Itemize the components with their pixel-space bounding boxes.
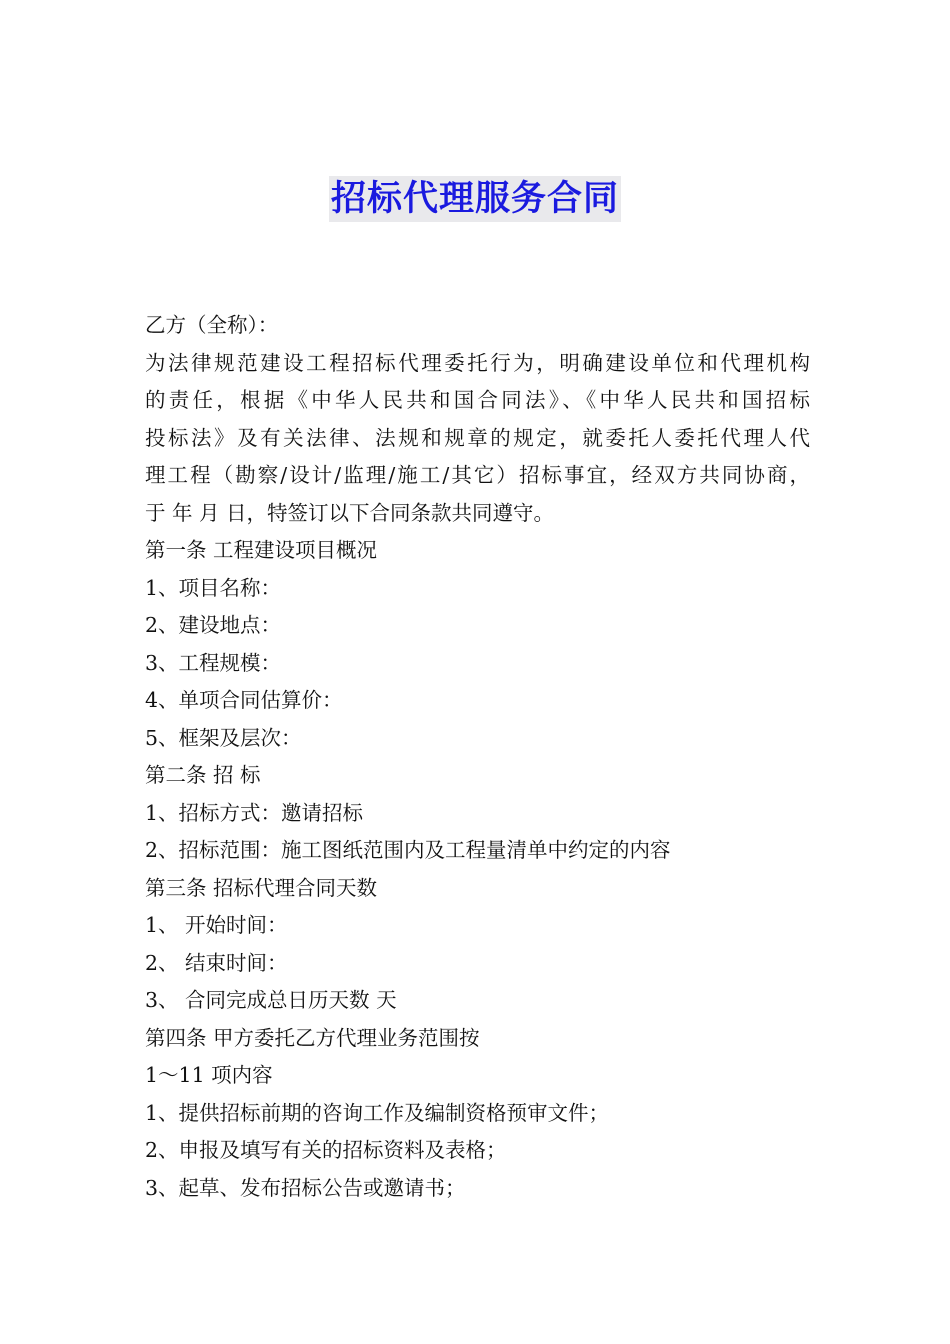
preamble-line: 的责任，根据《中华人民共和国合同法》、《中华人民共和国招标 — [145, 388, 810, 412]
list-item: 5、框架及层次： — [145, 725, 302, 750]
title-container — [0, 176, 950, 222]
list-item: 2、建设地点： — [145, 613, 282, 637]
party-b-line: 乙方（全称）： — [145, 313, 279, 337]
list-item: 4、单项合同估算价： — [145, 688, 343, 712]
preamble-line: 理工程（勘察/设计/监理/施工/其它）招标事宜，经双方共同协商， — [145, 463, 810, 487]
article-heading-continuation: 1～11 项内容 — [145, 1063, 273, 1087]
preamble-line: 于 年 月 日，特签订以下合同条款共同遵守。 — [145, 500, 555, 525]
preamble-line: 投标法》及有关法律、法规和规章的规定，就委托人委托代理人代 — [145, 425, 810, 450]
list-item: 2、 结束时间： — [145, 950, 288, 975]
list-item: 1、招标方式：邀请招标 — [145, 800, 364, 825]
document-body — [145, 307, 810, 1207]
preamble-line: 为法律规范建设工程招标代理委托行为，明确建设单位和代理机构 — [145, 350, 810, 375]
article-heading: 第四条 甲方委托乙方代理业务范围按 — [145, 1025, 480, 1050]
document-title: 招标代理服务合同 — [329, 176, 621, 222]
article-heading: 第一条 工程建设项目概况 — [145, 538, 378, 562]
list-item: 1、 开始时间： — [145, 913, 288, 937]
list-item: 2、申报及填写有关的招标资料及表格； — [145, 1138, 507, 1162]
list-item: 3、 合同完成总日历天数 天 — [145, 988, 397, 1012]
article-heading: 第二条 招 标 — [145, 763, 261, 787]
list-item: 3、工程规模： — [145, 650, 282, 675]
list-item: 1、提供招标前期的咨询工作及编制资格预审文件； — [145, 1100, 610, 1125]
list-item: 2、招标范围：施工图纸范围内及工程量清单中约定的内容 — [145, 838, 671, 862]
list-item: 3、起草、发布招标公告或邀请书； — [145, 1175, 466, 1200]
article-heading: 第三条 招标代理合同天数 — [145, 875, 378, 900]
list-item: 1、项目名称： — [145, 575, 282, 600]
